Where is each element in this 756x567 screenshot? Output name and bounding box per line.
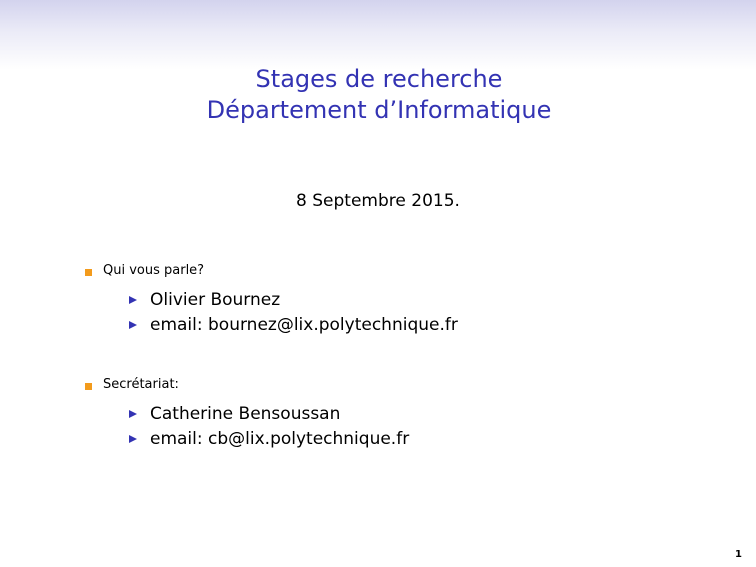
slide-date: 8 Septembre 2015. — [296, 191, 460, 211]
list-item-text: email: cb@lix.polytechnique.fr — [150, 429, 410, 449]
list-item-text: email: bournez@lix.polytechnique.fr — [150, 315, 458, 335]
triangle-bullet-icon — [129, 321, 137, 329]
title-line-1: Stages de recherche — [255, 65, 503, 93]
triangle-bullet-icon — [129, 410, 137, 418]
list-item — [129, 403, 340, 425]
page-number: 1 — [735, 549, 742, 560]
triangle-bullet-icon — [129, 296, 137, 304]
list-item — [129, 314, 458, 336]
section-label: Qui vous parle? — [103, 263, 205, 278]
section-label-row — [85, 262, 204, 280]
square-bullet-icon — [85, 383, 92, 390]
square-bullet-icon — [85, 269, 92, 276]
list-item-text: Catherine Bensoussan — [150, 404, 341, 424]
triangle-bullet-icon — [129, 435, 137, 443]
header-band — [0, 0, 756, 70]
section-label-row — [85, 376, 179, 394]
section-label: Secrétariat: — [103, 377, 179, 392]
title-line-2: Département d’Informatique — [206, 96, 552, 124]
slide-title — [0, 64, 756, 126]
list-item — [129, 289, 280, 311]
list-item — [129, 428, 409, 450]
list-item-text: Olivier Bournez — [150, 290, 281, 310]
